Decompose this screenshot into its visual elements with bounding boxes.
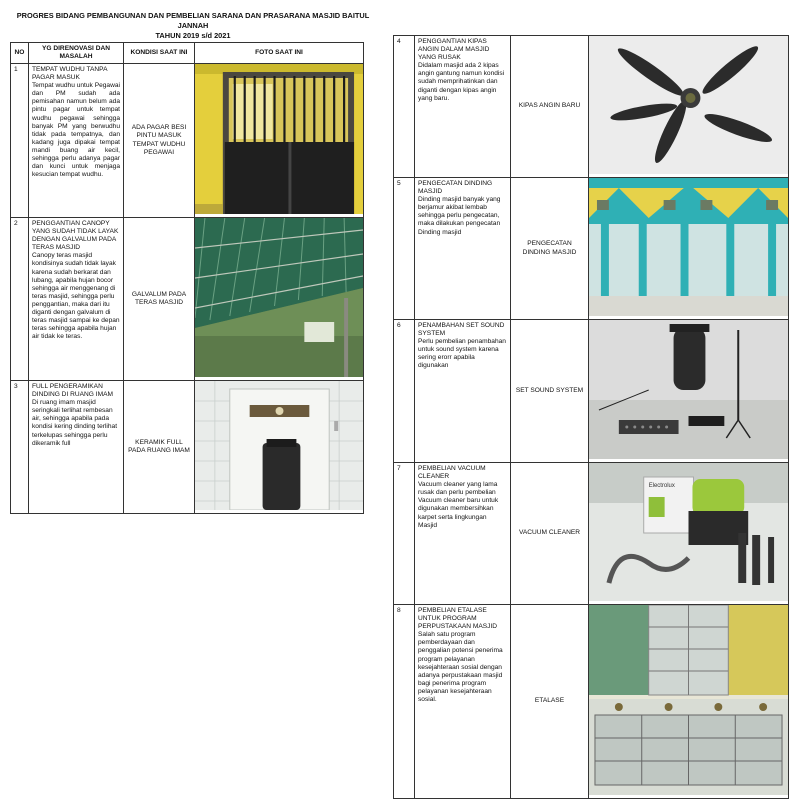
row-condition: KERAMIK FULL PADA RUANG IMAM — [124, 381, 195, 514]
table-row — [394, 605, 789, 799]
row-issue — [415, 463, 511, 605]
table-row — [11, 381, 364, 514]
row-photo — [589, 320, 789, 463]
issue-title: FULL PENGERAMIKAN DINDING DI RUANG IMAM — [32, 383, 113, 399]
row-number: 4 — [394, 36, 415, 178]
issue-title: TEMPAT WUDHU TANPA PAGAR MASUK — [32, 66, 108, 82]
row-condition: KIPAS ANGIN BARU — [511, 36, 589, 178]
row-number: 8 — [394, 605, 415, 799]
progress-table-right — [393, 35, 789, 799]
row-photo — [195, 218, 364, 381]
row-number: 3 — [11, 381, 29, 514]
display-cabinet-photo — [589, 605, 788, 795]
header-issue: YG DIRENOVASI DAN MASALAH — [29, 43, 124, 64]
progress-table-left — [10, 42, 364, 514]
issue-title: PENAMBAHAN SET SOUND SYSTEM — [418, 322, 505, 338]
row-photo — [589, 178, 789, 320]
row-issue — [415, 320, 511, 463]
issue-title: PENGECATAN DINDING MASJID — [418, 180, 493, 196]
row-number: 5 — [394, 178, 415, 320]
row-condition: ETALASE — [511, 605, 589, 799]
row-photo — [195, 381, 364, 514]
row-photo — [589, 463, 789, 605]
row-condition: GALVALUM PADA TERAS MASJID — [124, 218, 195, 381]
table-row — [394, 463, 789, 605]
sound-system-photo — [589, 320, 788, 459]
title-line-2: TAHUN 2019 s/d 2021 — [155, 31, 231, 40]
issue-description: Dinding masjid banyak yang berjamur akibat lembab sehingga perlu pengecatan, maka dilakukan pengecatan Dinding masjid — [418, 196, 501, 236]
row-number: 6 — [394, 320, 415, 463]
issue-title: PENGGANTIAN KIPAS ANGIN DALAM MASJID YANG RUSAK — [418, 38, 490, 62]
issue-description: Salah satu program pemberdayaan dan penggalian potensi penerima program pelayanan kesejahteraan sosial dengan adanya perpustakaan masjid bagi penerima program pelayanan kesejahteraan sosial. — [418, 631, 503, 704]
row-number: 2 — [11, 218, 29, 381]
issue-description: Perlu pembelian penambahan untuk sound system karena sering erorr apabila digunakan — [418, 338, 506, 370]
issue-description: Di ruang imam masjid seringkali terlihat rembesan air, sehingga apabila pada kondisi kering dinding terlihat terkelupas sehingga perlu dikeramik full — [32, 399, 118, 447]
row-photo — [589, 605, 789, 799]
table-row — [394, 178, 789, 320]
issue-description: Tempat wudhu untuk Pegawai dan PM sudah ada pemisahan namun belum ada pintu pagar untuk tempat wudhu pegawai sehingga banyak PM yang berwudhu tidak pada tempatnya, dan kadang juga dipakai tempat mandi buang air kecil, sehingga perlu adanya pagar dan kunci untuk menjaga kesucian tempat wudhu. — [32, 82, 120, 179]
ceiling-fan-photo — [589, 36, 788, 174]
canopy-photo — [195, 218, 363, 377]
header-condition: KONDISI SAAT INI — [124, 43, 195, 64]
table-header-row — [11, 43, 364, 64]
header-no: NO — [11, 43, 29, 64]
issue-title: PENGGANTIAN CANOPY YANG SUDAH TIDAK LAYAK DENGAN GALVALUM PADA TERAS MASJID — [32, 220, 119, 252]
issue-title: PEMBELIAN VACUUM CLEANER — [418, 465, 486, 481]
row-condition: ADA PAGAR BESI PINTU MASUK TEMPAT WUDHU PEGAWAI — [124, 64, 195, 218]
page-title — [8, 11, 378, 41]
row-condition: SET SOUND SYSTEM — [511, 320, 589, 463]
iron-gate-photo — [195, 64, 363, 214]
row-photo — [589, 36, 789, 178]
row-issue — [29, 64, 124, 218]
row-issue — [29, 381, 124, 514]
issue-description: Didalam masjid ada 2 kipas angin gantung namun kondisi sudah memprihatinkan dan diganti dengan kipas angin yang baru. — [418, 62, 505, 102]
row-condition: PENGECATAN DINDING MASJID — [511, 178, 589, 320]
header-photo: FOTO SAAT INI — [195, 43, 364, 64]
row-issue — [415, 36, 511, 178]
brand-label: Electrolux — [648, 482, 675, 490]
table-row — [394, 320, 789, 463]
row-photo — [195, 64, 364, 218]
table-row — [11, 218, 364, 381]
painted-wall-photo — [589, 178, 788, 316]
issue-title: PEMBELIAN ETALASE UNTUK PROGRAM PERPUSTAKAAN MASJID — [418, 607, 498, 631]
vacuum-cleaner-photo — [589, 463, 788, 601]
row-condition: VACUUM CLEANER — [511, 463, 589, 605]
table-row — [11, 64, 364, 218]
tiled-room-photo — [195, 381, 363, 510]
row-issue — [29, 218, 124, 381]
title-line-1: PROGRES BIDANG PEMBANGUNAN DAN PEMBELIAN SARANA DAN PRASARANA MASJID BAITUL JANNAH — [16, 11, 370, 30]
row-issue — [415, 605, 511, 799]
row-number: 1 — [11, 64, 29, 218]
issue-description: Canopy teras masjid kondisinya sudah tidak layak karena sudah berkarat dan lubang, apabila hujan bocor sehingga air menggenang di teras masjid, sehingga perlu penggantian, maka dari itu diganti dengan galvalum di teras masjid sampai ke depan teras sehingga apabila hujan air tidak ke teras. — [32, 252, 120, 341]
row-number: 7 — [394, 463, 415, 605]
table-row — [394, 36, 789, 178]
issue-description: Vacuum cleaner yang lama rusak dan perlu pembelian Vacuum cleaner baru untuk digunakan membersihkan karpet serta lingkungan Masjid — [418, 481, 499, 529]
row-issue — [415, 178, 511, 320]
